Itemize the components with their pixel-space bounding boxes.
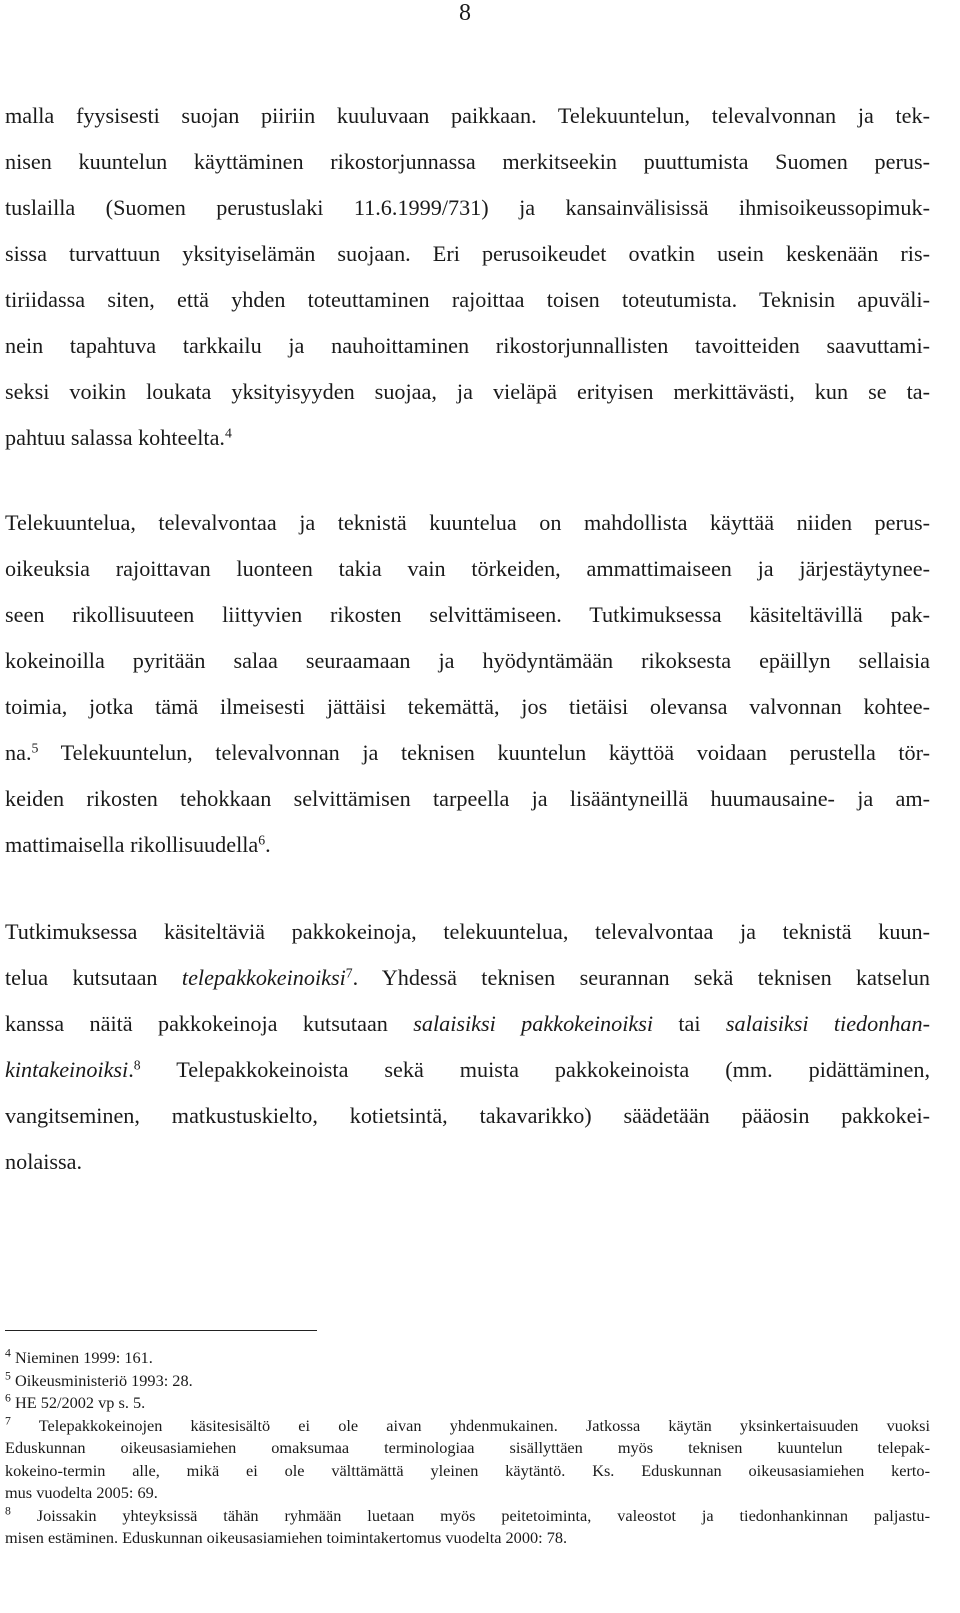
footnote-number: 6 bbox=[5, 1391, 11, 1405]
italic-term: salaisiksi pakkokeinoiksi bbox=[413, 1011, 654, 1036]
text-line: nisen kuuntelun käyttäminen rikostorjunnassa merkitseekin puuttumista Suomen perus- bbox=[5, 149, 930, 174]
text-line: tuslailla (Suomen perustuslaki 11.6.1999/731) ja kansainvälisissä ihmisoikeussopimuk- bbox=[5, 195, 930, 220]
text-line: mattimaisella rikollisuudella$^6$. bbox=[5, 832, 271, 857]
footnote-ref: 4 bbox=[224, 425, 232, 441]
text-line: sissa turvattuun yksityiselämän suojaan. Eri perusoikeudet ovatkin usein keskenään ris- bbox=[5, 241, 930, 266]
text-line: tiriidassa siten, että yhden toteuttaminen rajoittaa toisen toteutumista. Teknisin apuväli- bbox=[5, 287, 930, 312]
text-line: Telekuuntelua, televalvontaa ja teknistä kuuntelua on mahdollista käyttää niiden perus- bbox=[5, 510, 930, 535]
paragraph-3 bbox=[5, 909, 930, 1185]
footnote-line: misen estäminen. Eduskunnan oikeusasiamiehen toimintakertomus vuodelta 2000: 78. bbox=[5, 1528, 568, 1547]
paragraph-2 bbox=[5, 500, 930, 868]
footnote-8: $^8$ Joissakin yhteyksissä tähän ryhmään luetaan myös peitetoiminta, valeostot ja tiedonhankinnan paljastu- bbox=[5, 1504, 930, 1525]
footnote-ref: 7 bbox=[345, 965, 353, 981]
footnote-line: kokeino-termin alle, mikä ei ole välttämättä yleinen käytäntö. Ks. Eduskunnan oikeusasiamiehen kerto- bbox=[5, 1460, 930, 1480]
text-line: kanssa näitä pakkokeinoja kutsutaan salaisiksi pakkokeinoiksi tai salaisiksi tiedonhan- bbox=[5, 1011, 930, 1036]
footnote-ref: 8 bbox=[133, 1057, 141, 1073]
footnote-number: 5 bbox=[5, 1369, 11, 1383]
footnote-5: $^5$ Oikeusministeriö 1993: 28. bbox=[5, 1369, 193, 1390]
italic-term: telepakkokeinoiksi bbox=[181, 965, 346, 990]
text-line: malla fyysisesti suojan piiriin kuuluvaan paikkaan. Telekuuntelun, televalvonnan ja tek- bbox=[5, 103, 930, 128]
footnote-line: mus vuodelta 2005: 69. bbox=[5, 1483, 158, 1502]
text-line: seksi voikin loukata yksityisyyden suojaa, ja vieläpä erityisen merkittävästi, kun se ta- bbox=[5, 379, 930, 404]
footnote-number: 8 bbox=[5, 1504, 11, 1518]
text-line: nein tapahtuva tarkkailu ja nauhoittaminen rikostorjunnallisten tavoitteiden saavuttami- bbox=[5, 333, 930, 358]
text-line: pahtuu salassa kohteelta.$^4$ bbox=[5, 425, 232, 450]
text-line: seen rikollisuuteen liittyvien rikosten selvittämiseen. Tutkimuksessa käsiteltävillä pak- bbox=[5, 602, 930, 627]
footnotes bbox=[5, 1347, 930, 1550]
text-line: nolaissa. bbox=[5, 1149, 83, 1174]
footnote-line: Eduskunnan oikeusasiamiehen omaksumaa terminologiaa sisällyttäen myös teknisen kuuntelun telepak- bbox=[5, 1438, 930, 1457]
footnote-ref: 5 bbox=[31, 740, 39, 756]
footnote-separator bbox=[5, 1330, 317, 1331]
text-line: kokeinoilla pyritään salaa seuraamaan ja hyödyntämään rikoksesta epäillyn sellaisia bbox=[5, 648, 930, 673]
footnote-7: $^7$ Telepakkokeinojen käsitesisältö ei ole aivan yhdenmukainen. Jatkossa käytän yksinkertaisuuden vuoksi bbox=[5, 1414, 930, 1435]
paragraph-1 bbox=[5, 93, 930, 461]
footnote-6: $^6$ HE 52/2002 vp s. 5. bbox=[5, 1391, 146, 1412]
footnote-4: $^4$ Nieminen 1999: 161. bbox=[5, 1346, 153, 1367]
text-line: oikeuksia rajoittavan luonteen takia vain törkeiden, ammattimaiseen ja järjestäytynee- bbox=[5, 556, 930, 581]
text-line: Tutkimuksessa käsiteltäviä pakkokeinoja, telekuuntelua, televalvontaa ja teknistä kuun- bbox=[5, 919, 930, 944]
footnote-number: 4 bbox=[5, 1346, 11, 1360]
text-line: toimia, jotka tämä ilmeisesti jättäisi tekemättä, jos tietäisi olevansa valvonnan kohtee- bbox=[5, 694, 930, 719]
page-number: 8 bbox=[459, 0, 471, 26]
italic-term: kintakeinoiksi bbox=[5, 1057, 129, 1082]
text-line: telua kutsutaan telepakkokeinoiksi$^7$. Yhdessä teknisen seurannan sekä teknisen katselun bbox=[5, 965, 930, 990]
text-line: keiden rikosten tehokkaan selvittämisen tarpeella ja lisääntyneillä huumausaine- ja am- bbox=[5, 786, 930, 811]
text-line: kintakeinoiksi.$^8$ Telepakkokeinoista sekä muista pakkokeinoista (mm. pidättäminen, bbox=[5, 1057, 930, 1082]
footnote-ref: 6 bbox=[258, 832, 266, 848]
italic-term: salaisiksi tiedonhan- bbox=[725, 1011, 930, 1036]
text-line: na.$^5$ Telekuuntelun, televalvonnan ja teknisen kuuntelun käyttöä voidaan perustella tör- bbox=[5, 740, 930, 765]
footnote-number: 7 bbox=[5, 1414, 11, 1428]
text-line: vangitseminen, matkustuskielto, kotietsintä, takavarikko) säädetään pääosin pakkokei- bbox=[5, 1103, 930, 1128]
